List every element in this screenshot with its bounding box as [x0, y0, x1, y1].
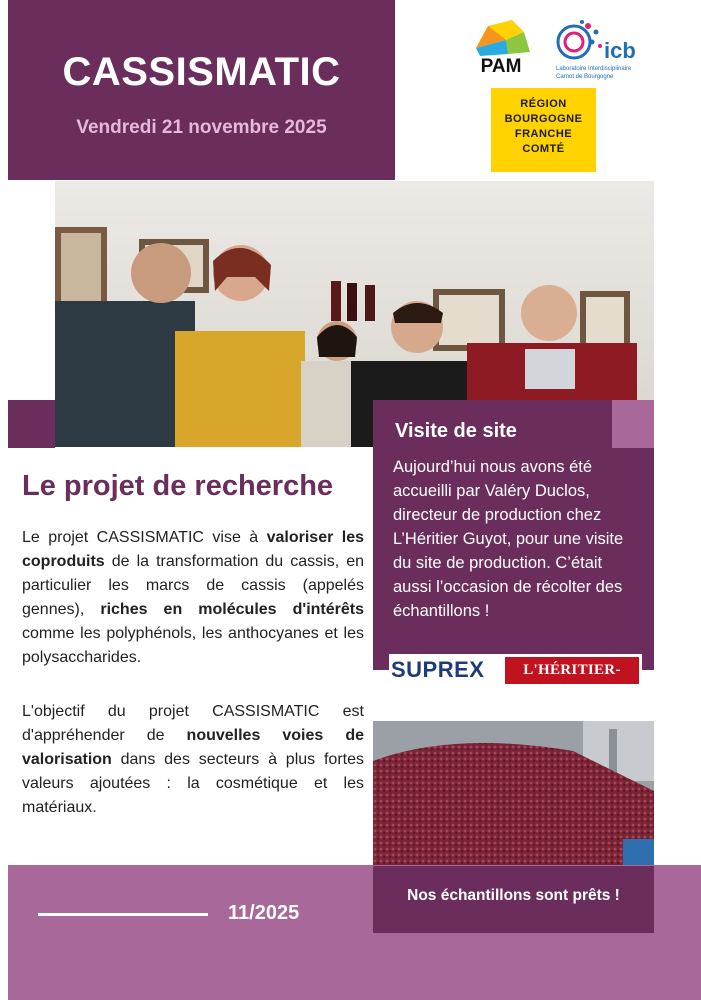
visit-accent [612, 400, 654, 448]
visit-text: Aujourd’hui nous avons été accueilli par Valéry Duclos, directeur de production chez L’Héritier Guyot, pour une visite du site de production. C’était aussi l’occasion de récolter des échantillons ! [393, 458, 624, 620]
p1-bold-1: valoriser les coproduits [22, 529, 364, 570]
p1-text-2: de la transformation du cassis, en particulier les marcs de cassis (appelés gennes), [22, 553, 364, 618]
photo-side-band [8, 400, 55, 448]
region-logo-text [491, 97, 596, 157]
page-title: CASSISMATIC [62, 50, 341, 94]
region-line-1: RÉGION [520, 98, 567, 110]
samples-caption: Nos échantillons sont prêts ! [407, 887, 620, 904]
p1-text-3: comme les polyphénols, les anthocyanes et les polysaccharides. [22, 625, 364, 666]
page-date: Vendredi 21 novembre 2025 [76, 117, 327, 138]
region-line-2: BOURGOGNE [504, 113, 583, 125]
pam-logo-text: PAM [480, 56, 522, 77]
heritier-guyot-logo: L'HÉRITIER-GUYOT [505, 657, 639, 684]
p1-bold-2: riches en molécules d'intérêts [100, 601, 364, 618]
icb-subtitle-1: Laboratoire Interdisciplinaire [556, 66, 632, 72]
icb-subtitle-2: Carnot de Bourgogne [556, 74, 614, 80]
region-line-4: COMTÉ [522, 143, 565, 155]
p2-bold-1: nouvelles voies de valorisation [22, 727, 364, 768]
project-paragraph-2 [22, 700, 364, 820]
p2-text-2: dans des secteurs à plus fortes valeurs ajoutées : la cosmétique et les matériaux. [22, 751, 364, 816]
icb-logo-text: icb [604, 38, 636, 63]
footer-issue-date: 11/2025 [228, 902, 300, 924]
project-paragraph-1 [22, 526, 364, 670]
footer-divider [38, 913, 208, 916]
icb-logo-icon [552, 18, 652, 82]
p2-text-1: L'objectif du projet CASSISMATIC est d'appréhender de [22, 703, 364, 744]
project-title: Le projet de recherche [22, 470, 334, 502]
marcs-photo [373, 721, 654, 866]
suprex-logo: SUPREX [391, 657, 485, 682]
p1-text-1: Le projet CASSISMATIC vise à [22, 529, 267, 546]
visit-title: Visite de site [395, 420, 517, 442]
region-line-3: FRANCHE [514, 128, 573, 140]
